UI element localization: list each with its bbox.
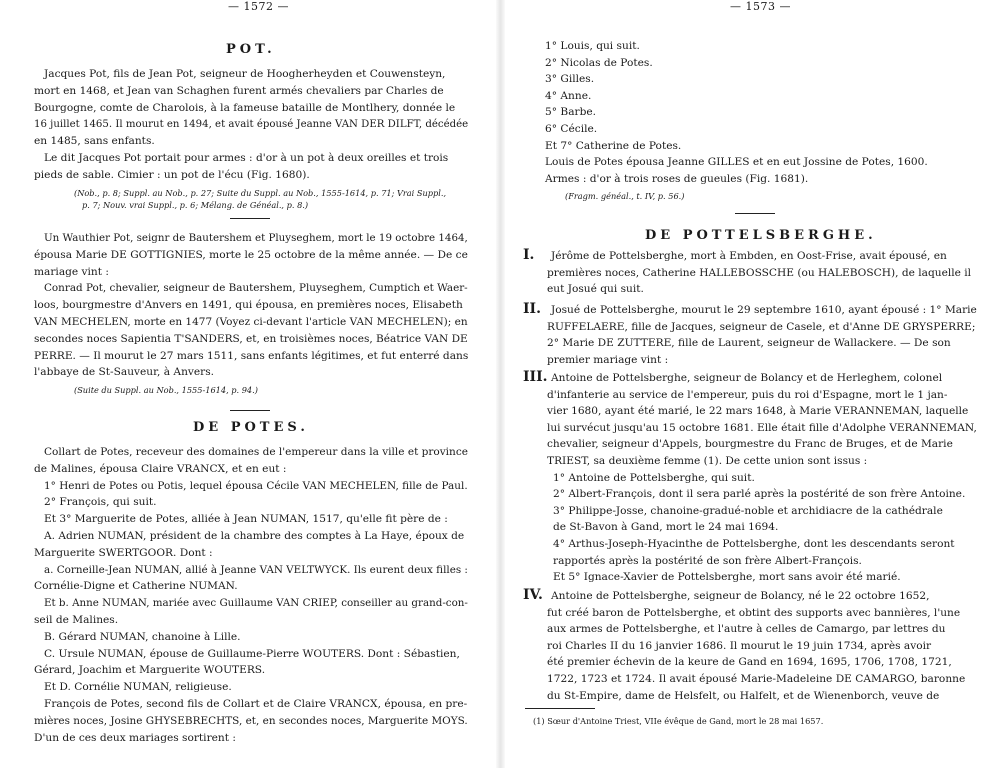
text-line: seil de Malines.: [34, 614, 119, 626]
text-line: Cornélie-Digne et Catherine NUMAN.: [34, 580, 238, 593]
text-line: 4° Arthus-Joseph-Hyacinthe de Pottelsberghe, dont les descendants seront: [553, 538, 955, 550]
text-line: 3° Gilles.: [545, 73, 595, 86]
text-line: 2° Marie DE ZUTTERE, fille de Laurent, seigneur de Wallackere. — De son: [547, 337, 951, 350]
text-line: Conrad Pot, chevalier, seigneur de Bautershem, Pluyseghem, Cumptich et Waer-: [44, 282, 468, 295]
text-line: Louis de Potes épousa Jeanne GILLES et en eut Jossine de Potes, 1600.: [545, 156, 928, 169]
text-line: a. Corneille-Jean NUMAN, allié à Jeanne VAN VELTWYCK. Ils eurent deux filles :: [44, 563, 468, 576]
text-line: fut créé baron de Pottelsberghe, et obtint des supports avec bannières, l'une: [547, 606, 961, 619]
text-line: de Malines, épousa Claire VRANCX, et en eut :: [34, 462, 287, 475]
text-line: RUFFELAERE, fille de Jacques, seigneur de Casele, et d'Anne DE GRYSPERRE;: [547, 320, 976, 333]
text-line: VAN MECHELEN, morte en 1477 (Voyez ci-devant l'article VAN MECHELEN); en: [34, 316, 468, 328]
text-line: Bourgogne, comte de Charolois, à la fameuse bataille de Montlhery, donnée le: [34, 101, 456, 114]
text-line: 6° Cécile.: [545, 123, 598, 135]
text-line: 2° Nicolas de Potes.: [545, 56, 653, 69]
text-line: eut Josué qui suit.: [547, 283, 644, 296]
bibliographic-reference: (Suite du Suppl. au Nob., 1555-1614, p. 94.): [74, 385, 258, 396]
text-line: mort en 1468, et Jean van Schaghen furent armés chevaliers par Charles de: [34, 84, 444, 97]
text-line: 2° Albert-François, dont il sera parlé après la postérité de son frère Antoine.: [553, 488, 966, 501]
text-line: 5° Barbe.: [545, 106, 596, 119]
text-line: Et 5° Ignace-Xavier de Pottelsberghe, mort sans avoir été marié.: [553, 571, 901, 584]
text-line: premières noces, Catherine HALLEBOSSCHE (ou HALEBOSCH), de laquelle il: [547, 266, 972, 279]
footnote: (1) Sœur d'Antoine Triest, VIIe évêque de Gand, mort le 28 mai 1657.: [533, 716, 824, 726]
degree-numeral: IV.: [523, 587, 543, 603]
bibliographic-reference: (Nob., p. 8; Suppl. au Nob., p. 27; Suite du Suppl. au Nob., 1555-1614, p. 71; Vrai Suppl.,: [74, 187, 447, 198]
section-heading: DE POTES.: [193, 420, 309, 435]
text-line: A. Adrien NUMAN, président de la chambre des comptes à La Haye, époux de: [44, 530, 465, 542]
section-divider: [735, 213, 775, 214]
text-line: lui survécut jusqu'au 15 octobre 1681. Elle était fille d'Adolphe VERANNEMAN,: [547, 421, 977, 434]
text-line: 1° Henri de Potes ou Potis, lequel épousa Cécile VAN MECHELEN, fille de Paul.: [44, 479, 468, 492]
text-line: l'abbaye de St-Sauveur, à Anvers.: [34, 366, 215, 379]
text-line: Jérôme de Pottelsberghe, mort à Embden, en Oost-Frise, avait épousé, en: [551, 250, 947, 262]
text-line: Antoine de Pottelsberghe, seigneur de Bolancy et de Herleghem, colonel: [551, 372, 943, 384]
text-line: épousa Marie DE GOTTIGNIES, morte le 25 octobre de la même année. — De ce: [34, 248, 468, 261]
text-line: TRIEST, sa deuxième femme (1). De cette union sont issus :: [547, 455, 868, 467]
text-line: chevalier, seigneur d'Appels, bourgmestre du Franc de Bruges, et de Marie: [547, 438, 953, 451]
text-line: pieds de sable. Cimier : un pot de l'écu (Fig. 1680).: [34, 168, 310, 181]
text-line: D'un de ces deux mariages sortirent :: [34, 731, 236, 744]
degree-numeral: I.: [523, 247, 535, 263]
text-line: aux armes de Pottelsberghe, et l'autre à celles de Camargo, par lettres du: [547, 623, 946, 636]
text-line: Gérard, Joachim et Marguerite WOUTERS.: [34, 664, 266, 677]
degree-numeral: III.: [523, 369, 548, 385]
text-line: été premier échevin de la keure de Gand en 1694, 1695, 1706, 1708, 1721,: [547, 656, 952, 669]
text-line: du St-Empire, dame de Helsfelt, ou Halfelt, et de Wienenborch, veuve de: [547, 689, 940, 702]
text-line: Josué de Pottelsberghe, mourut le 29 septembre 1610, ayant épousé : 1° Marie: [551, 304, 977, 316]
text-line: mières noces, Josine GHYSEBRECHTS, et, en secondes noces, Marguerite MOYS.: [34, 714, 468, 727]
page-number: — 1572 —: [228, 0, 289, 13]
text-line: en 1485, sans enfants.: [34, 135, 155, 148]
right-page: [505, 0, 989, 768]
section-divider: [230, 410, 270, 411]
text-line: 16 juillet 1465. Il mourut en 1494, et avait épousé Jeanne VAN DER DILFT, décédée: [34, 118, 469, 131]
text-line: PERRE. — Il mourut le 27 mars 1511, sans enfants légitimes, et fut enterré dans: [34, 349, 469, 362]
text-line: Et D. Cornélie NUMAN, religieuse.: [44, 681, 232, 694]
text-line: Marguerite SWERTGOOR. Dont :: [34, 546, 213, 559]
text-line: 2° François, qui suit.: [44, 496, 157, 509]
text-line: 1° Antoine de Pottelsberghe, qui suit.: [553, 471, 755, 484]
text-line: François de Potes, second fils de Collart et de Claire VRANCX, épousa, en pre-: [44, 698, 468, 710]
section-heading: DE POTTELSBERGHE.: [645, 228, 877, 243]
text-line: 1° Louis, qui suit.: [545, 40, 640, 52]
page-gutter: [496, 0, 505, 768]
text-line: Et 3° Marguerite de Potes, alliée à Jean NUMAN, 1517, qu'elle fit père de :: [44, 513, 448, 526]
text-line: d'infanterie au service de l'empereur, puis du roi d'Espagne, mort le 1 jan-: [547, 388, 948, 401]
text-line: loos, bourgmestre d'Anvers en 1491, qui épousa, en premières noces, Elisabeth: [34, 299, 463, 312]
text-line: rapportés après la postérité de son frère Albert-François.: [553, 554, 862, 567]
bibliographic-reference: (Fragm. généal., t. IV, p. 56.): [565, 191, 685, 202]
text-line: roi Charles II du 16 janvier 1686. Il mourut le 19 juin 1734, après avoir: [547, 639, 932, 652]
text-line: Et 7° Catherine de Potes.: [545, 139, 682, 152]
text-line: B. Gérard NUMAN, chanoine à Lille.: [44, 630, 241, 643]
text-line: secondes noces Sapientia T'SANDERS, et, en troisièmes noces, Béatrice VAN DE: [34, 332, 468, 345]
page-number: — 1573 —: [730, 0, 791, 13]
text-line: C. Ursule NUMAN, épouse de Guillaume-Pierre WOUTERS. Dont : Sébastien,: [44, 647, 460, 660]
text-line: Un Wauthier Pot, seignr de Bautershem et Pluyseghem, mort le 19 octobre 1464,: [44, 232, 468, 244]
text-line: Collart de Potes, receveur des domaines de l'empereur dans la ville et province: [44, 446, 468, 458]
section-heading: POT.: [226, 42, 276, 57]
text-line: Le dit Jacques Pot portait pour armes : d'or à un pot à deux oreilles et trois: [44, 152, 449, 164]
bibliographic-reference: p. 7; Nouv. vrai Suppl., p. 6; Mélang. de Généal., p. 8.): [82, 199, 309, 210]
text-line: vier 1680, ayant été marié, le 22 mars 1648, à Marie VERANNEMAN, laquelle: [547, 405, 969, 418]
text-line: de St-Bavon à Gand, mort le 24 mai 1694.: [553, 521, 779, 534]
footnote-divider: [525, 708, 595, 709]
degree-numeral: II.: [523, 301, 541, 317]
text-line: 1722, 1723 et 1724. Il avait épousé Marie-Madeleine DE CAMARGO, baronne: [547, 673, 966, 685]
text-line: Armes : d'or à trois roses de gueules (Fig. 1681).: [545, 172, 809, 185]
text-line: Jacques Pot, fils de Jean Pot, seigneur de Hoogherheyden et Couwensteyn,: [44, 68, 446, 80]
section-divider: [230, 218, 270, 219]
text-line: 4° Anne.: [545, 89, 592, 102]
text-line: premier mariage vint :: [547, 353, 669, 366]
text-line: mariage vint :: [34, 265, 109, 278]
text-line: Antoine de Pottelsberghe, seigneur de Bolancy, né le 22 octobre 1652,: [551, 590, 930, 602]
text-line: 3° Philippe-Josse, chanoine-gradué-noble et archidiacre de la cathédrale: [553, 504, 943, 517]
text-line: Et b. Anne NUMAN, mariée avec Guillaume VAN CRIEP, conseiller au grand-con-: [44, 597, 468, 610]
